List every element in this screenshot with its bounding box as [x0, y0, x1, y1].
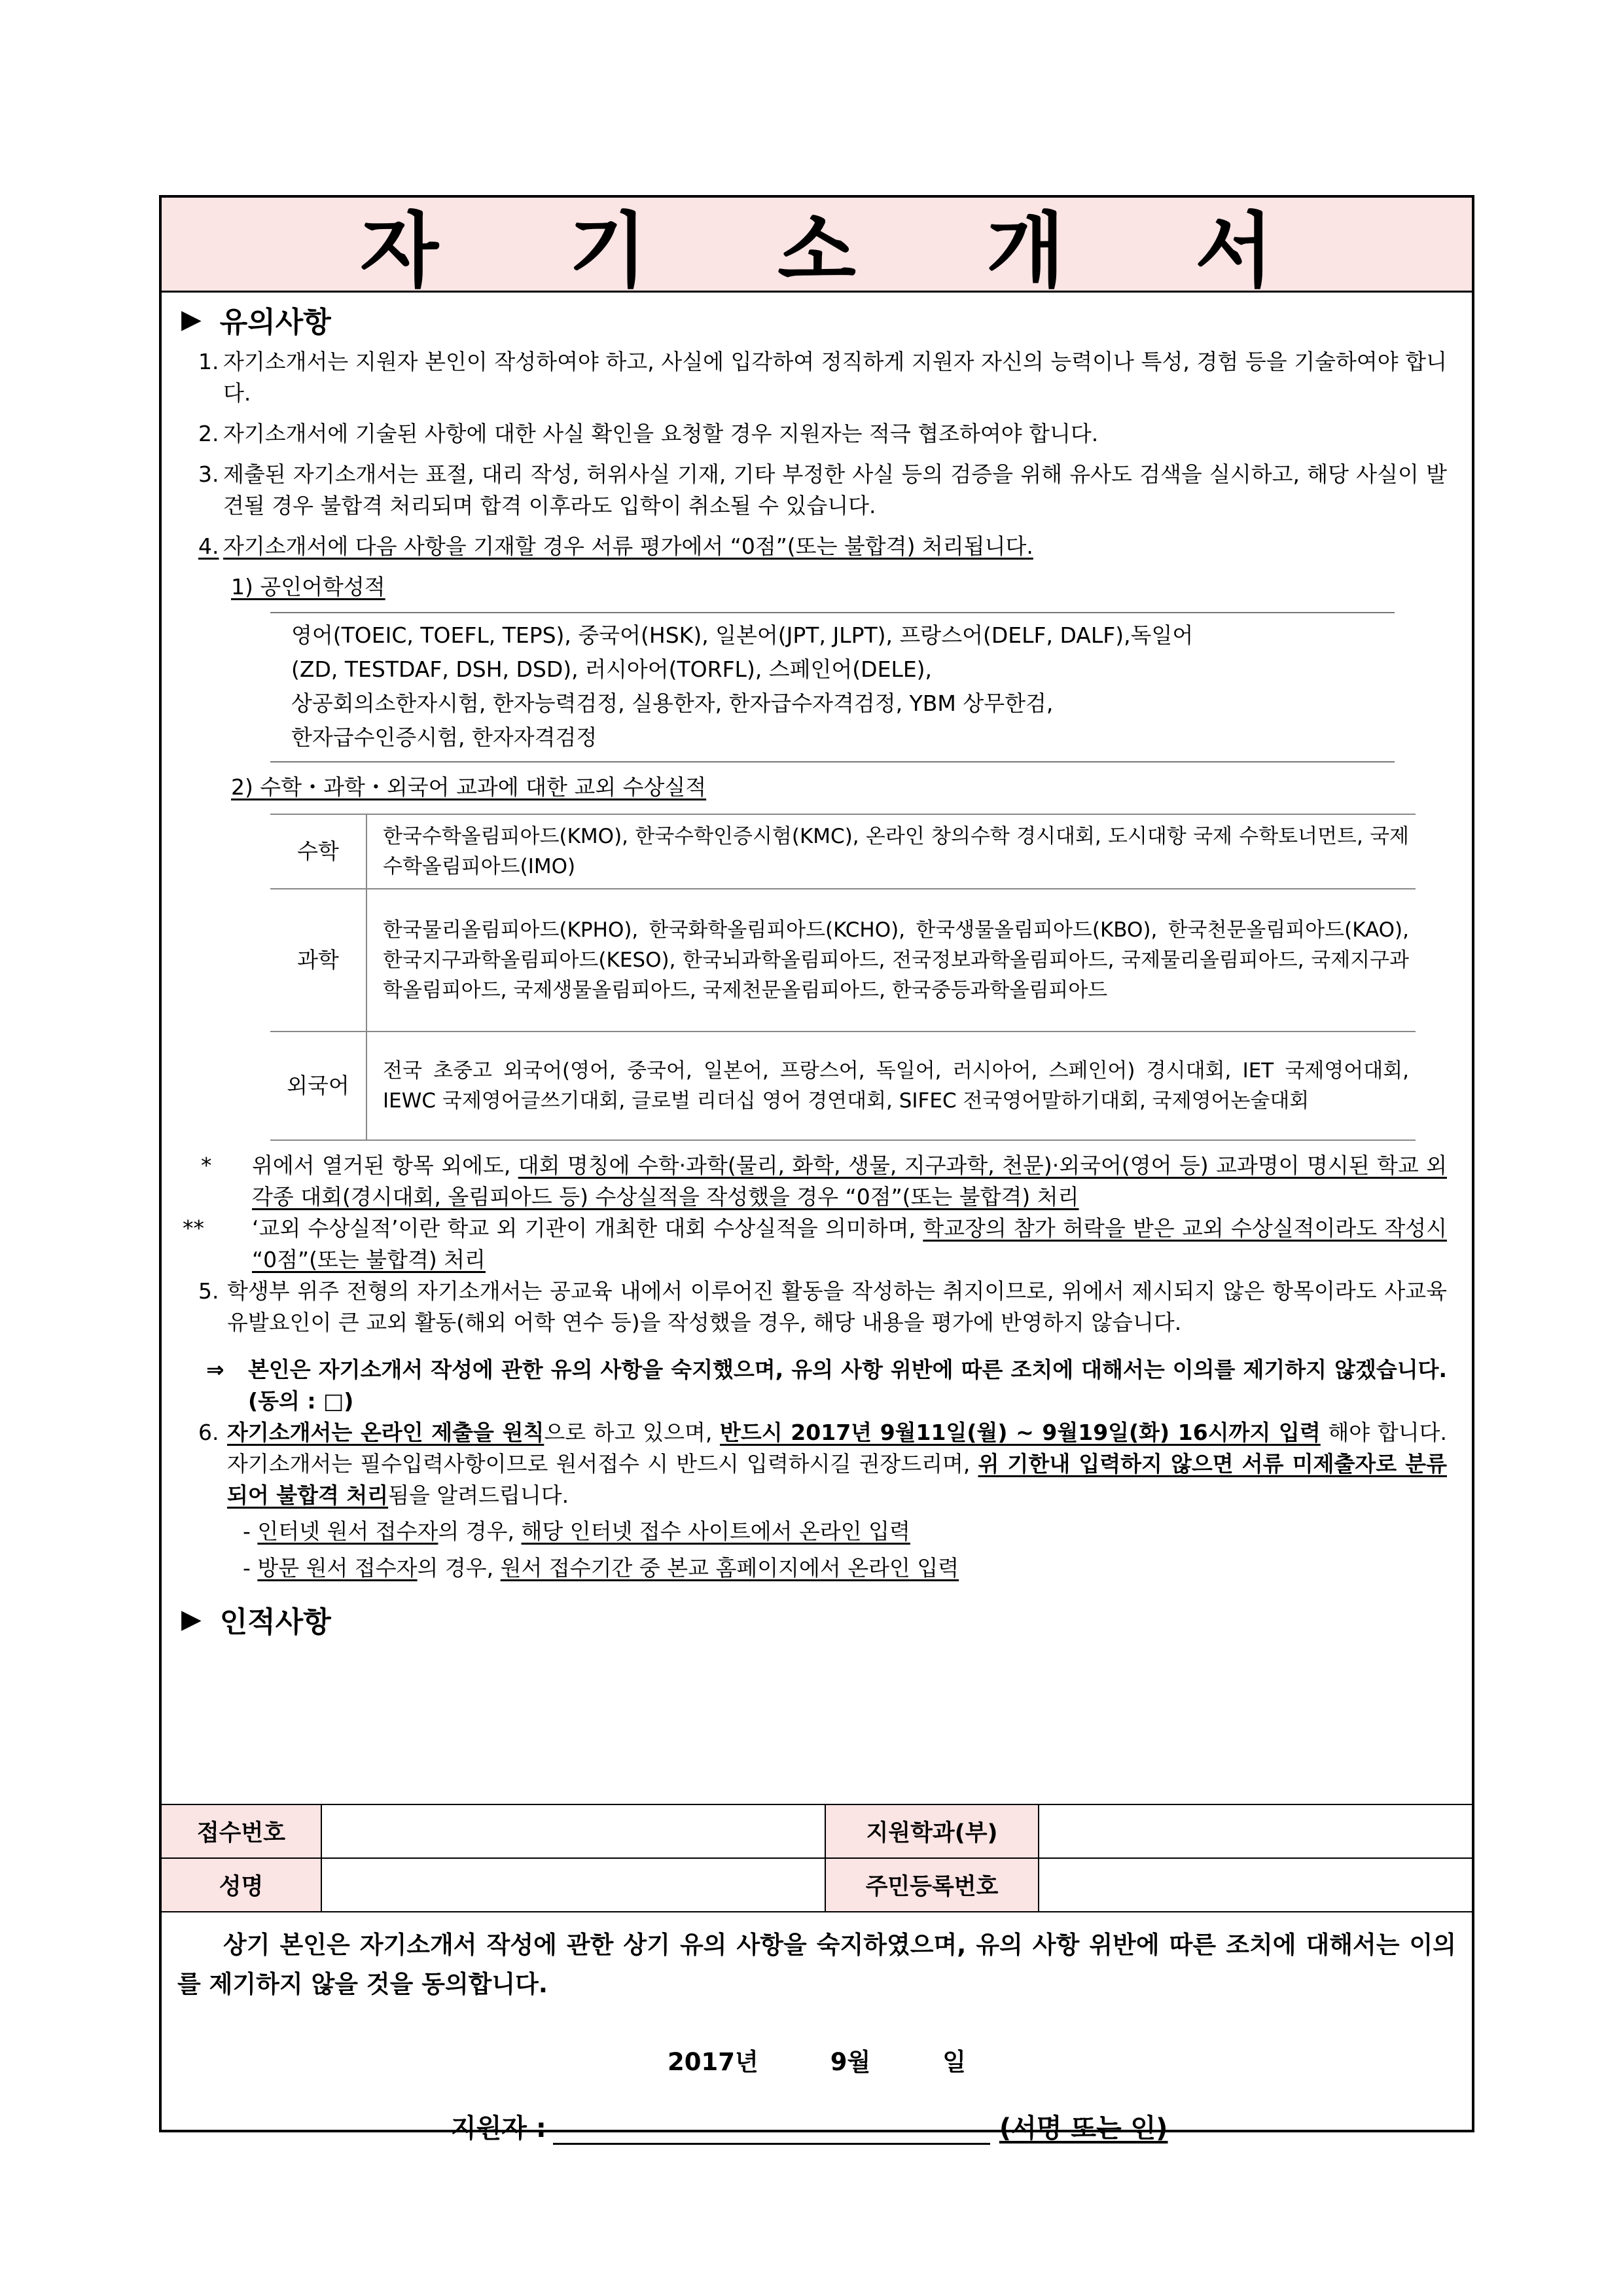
language-tests-box: [270, 612, 1395, 762]
language-line: (ZD, TESTDAF, DSH, DSD), 러시아어(TORFL), 스페인어(DELE),: [291, 656, 933, 682]
table-row: [270, 1031, 1416, 1140]
signer-label: 지원자 :: [451, 2113, 546, 2144]
awards-table: [270, 814, 1416, 1141]
awards-cell: 한국수학올림피아드(KMO), 한국수학인증시험(KMC), 온라인 창의수학 경시대회, 도시대항 국제 수학토너먼트, 국제수학올림피아드(IMO): [366, 814, 1416, 889]
date-day: 일: [942, 2048, 966, 2076]
name-label: 성명: [162, 1858, 321, 1912]
personal-heading: [180, 1592, 1447, 1646]
table-row: [162, 1858, 1472, 1912]
item-text: 제출된 자기소개서는 표절, 대리 작성, 허위사실 기재, 기타 부정한 사실 등의 검증을 위해 유사도 검색을 실시하고, 해당 사실이 발견될 경우 불합격 처리되며 합격 이후라도 입학이 취소될 수 있습니다.: [223, 461, 1447, 518]
rrn-label: 주민등록번호: [825, 1858, 1039, 1912]
notice-item-5: [180, 1276, 1447, 1338]
notice-item-2: [180, 418, 1447, 450]
footnote-2: ** ‘교외 수상실적’이란 학교 외 기관이 개최한 대회 수상실적을 의미하며, 학교장의 참가 허락을 받은 교외 수상실적이라도 작성시 “0점”(또는 불합격) 처리: [183, 1215, 1447, 1272]
item-number: 1.: [198, 349, 219, 374]
table-row: [162, 1804, 1472, 1858]
subject-cell: 외국어: [270, 1031, 366, 1140]
dept-field[interactable]: [1039, 1804, 1472, 1858]
item-text: 자기소개서에 기술된 사항에 대한 사실 확인을 요청할 경우 지원자는 적극 협조하여야 합니다.: [223, 421, 1099, 446]
item-number: 2.: [198, 421, 219, 446]
form-frame: [159, 195, 1474, 2144]
signature-line: [451, 2108, 1168, 2145]
notice-item-1: [180, 346, 1447, 409]
online-input-note-1: - 인터넷 원서 접수자의 경우, 해당 인터넷 접수 사이트에서 온라인 입력: [243, 1518, 910, 1544]
notice-heading-label: 유의사항: [219, 306, 331, 339]
triangle-bullet-icon: ▶: [181, 304, 202, 334]
title-box: [162, 198, 1472, 298]
agreement-note: ⇒ 본인은 자기소개서 작성에 관한 유의 사항을 숙지했으며, 유의 사항 위반에 따른 조치에 대해서는 이의를 제기하지 않겠습니다. (동의 : □): [180, 1354, 1447, 1417]
notice-item-6: 6. 자기소개서는 온라인 제출을 원칙으로 하고 있으며, 반드시 2017년 9월11일(월) ~ 9월19일(화) 16시까지 입력 해야 합니다. 자기소개서는 필수입력사항이므로 원서접수 시 반드시 입력하시길 권장드리며, 위 기한내 입력하지 않으면 서류 미제출자로 분류되어 불합격 처리됨을 알려드립니다.: [180, 1417, 1447, 1511]
online-input-note-2: - 방문 원서 접수자의 경우, 원서 접수기간 중 본교 홈페이지에서 온라인 입력: [243, 1555, 959, 1581]
signature-suffix: (서명 또는 인): [999, 2113, 1168, 2144]
notice-section: [162, 293, 1472, 1646]
notice-item-4: [180, 531, 1447, 562]
triangle-bullet-icon: ▶: [181, 1604, 202, 1634]
receipt-no-field[interactable]: [321, 1804, 825, 1858]
item-text: 학생부 위주 전형의 자기소개서는 공교육 내에서 이루어진 활동을 작성하는 취지이므로, 위에서 제시되지 않은 항목이라도 사교육 유발요인이 큰 교외 활동(해외 어학 연수 등)을 작성했을 경우, 해당 내용을 평가에 반영하지 않습니다.: [227, 1278, 1447, 1335]
item-number: 6.: [198, 1420, 219, 1445]
item-number: 5.: [198, 1278, 219, 1304]
item-number: 4.: [198, 533, 219, 559]
personal-info-table: [162, 1804, 1472, 1912]
arrow-icon: ⇒: [206, 1357, 224, 1382]
personal-heading-label: 인적사항: [219, 1605, 331, 1639]
subject-cell: 과학: [270, 889, 366, 1031]
dept-label: 지원학과(부): [825, 1804, 1039, 1858]
date-month: 9월: [830, 2048, 871, 2076]
date-line: [162, 2042, 1472, 2077]
item-text: 자기소개서에 다음 사항을 기재할 경우 서류 평가에서 “0점”(또는 불합격) 처리됩니다.: [223, 533, 1033, 559]
signature-field[interactable]: [553, 2117, 990, 2145]
footnote-1: * 위에서 열거된 항목 외에도, 대회 명칭에 수학·과학(물리, 화학, 생물, 지구과학, 천문)·외국어(영어 등) 교과명이 명시된 학교 외 각종 대회(경시대회, 올림피아드 등) 수상실적을 작성했을 경우 “0점”(또는 불합격) 처리: [201, 1153, 1448, 1210]
receipt-no-label: 접수번호: [162, 1804, 321, 1858]
item-number: 3.: [198, 461, 219, 487]
subject-cell: 수학: [270, 814, 366, 889]
item-text: 자기소개서는 지원자 본인이 작성하여야 하고, 사실에 입각하여 정직하게 지원자 자신의 능력이나 특성, 경험 등을 기술하여야 합니다.: [223, 349, 1447, 406]
language-line: 영어(TOEIC, TOEFL, TEPS), 중국어(HSK), 일본어(JPT, JLPT), 프랑스어(DELF, DALF),독일어: [291, 622, 1194, 648]
awards-cell: 한국물리올림피아드(KPHO), 한국화학올림피아드(KCHO), 한국생물올림피아드(KBO), 한국천문올림피아드(KAO), 한국지구과학올림피아드(KESO), 한국뇌과학올림피아드, 전국정보과학올림피아드, 국제물리올림피아드, 국제지구과학올림피아드, 국제생물올림피아드, 국제천문올림피아드, 한국중등과학올림피아드: [366, 889, 1416, 1031]
table-row: [270, 889, 1416, 1031]
sub2-title: 2) 수학・과학・외국어 교과에 대한 교외 수상실적: [231, 774, 707, 800]
name-field[interactable]: [321, 1858, 825, 1912]
language-line: 상공회의소한자시험, 한자능력검정, 실용한자, 한자급수자격검정, YBM 상무한검,: [291, 691, 1054, 716]
page-title: 자 기 소 개 서: [360, 204, 1325, 298]
awards-cell: 전국 초중고 외국어(영어, 중국어, 일본어, 프랑스어, 독일어, 러시아어, 스페인어) 경시대회, IET 국제영어대회, IEWC 국제영어글쓰기대회, 글로벌 리더십 영어 경연대회, SIFEC 전국영어말하기대회, 국제영어논술대회: [366, 1031, 1416, 1140]
date-year: 2017년: [668, 2048, 758, 2076]
sub1-title: 1) 공인어학성적: [231, 574, 385, 600]
table-row: [270, 814, 1416, 889]
notice-heading: [180, 293, 1447, 346]
consent-statement: 상기 본인은 자기소개서 작성에 관한 상기 유의 사항을 숙지하였으며, 유의 사항 위반에 따른 조치에 대해서는 이의를 제기하지 않을 것을 동의합니다.: [177, 1931, 1456, 1998]
language-line: 한자급수인증시험, 한자자격검정: [291, 725, 597, 750]
rrn-field[interactable]: [1039, 1858, 1472, 1912]
notice-item-3: [180, 459, 1447, 522]
